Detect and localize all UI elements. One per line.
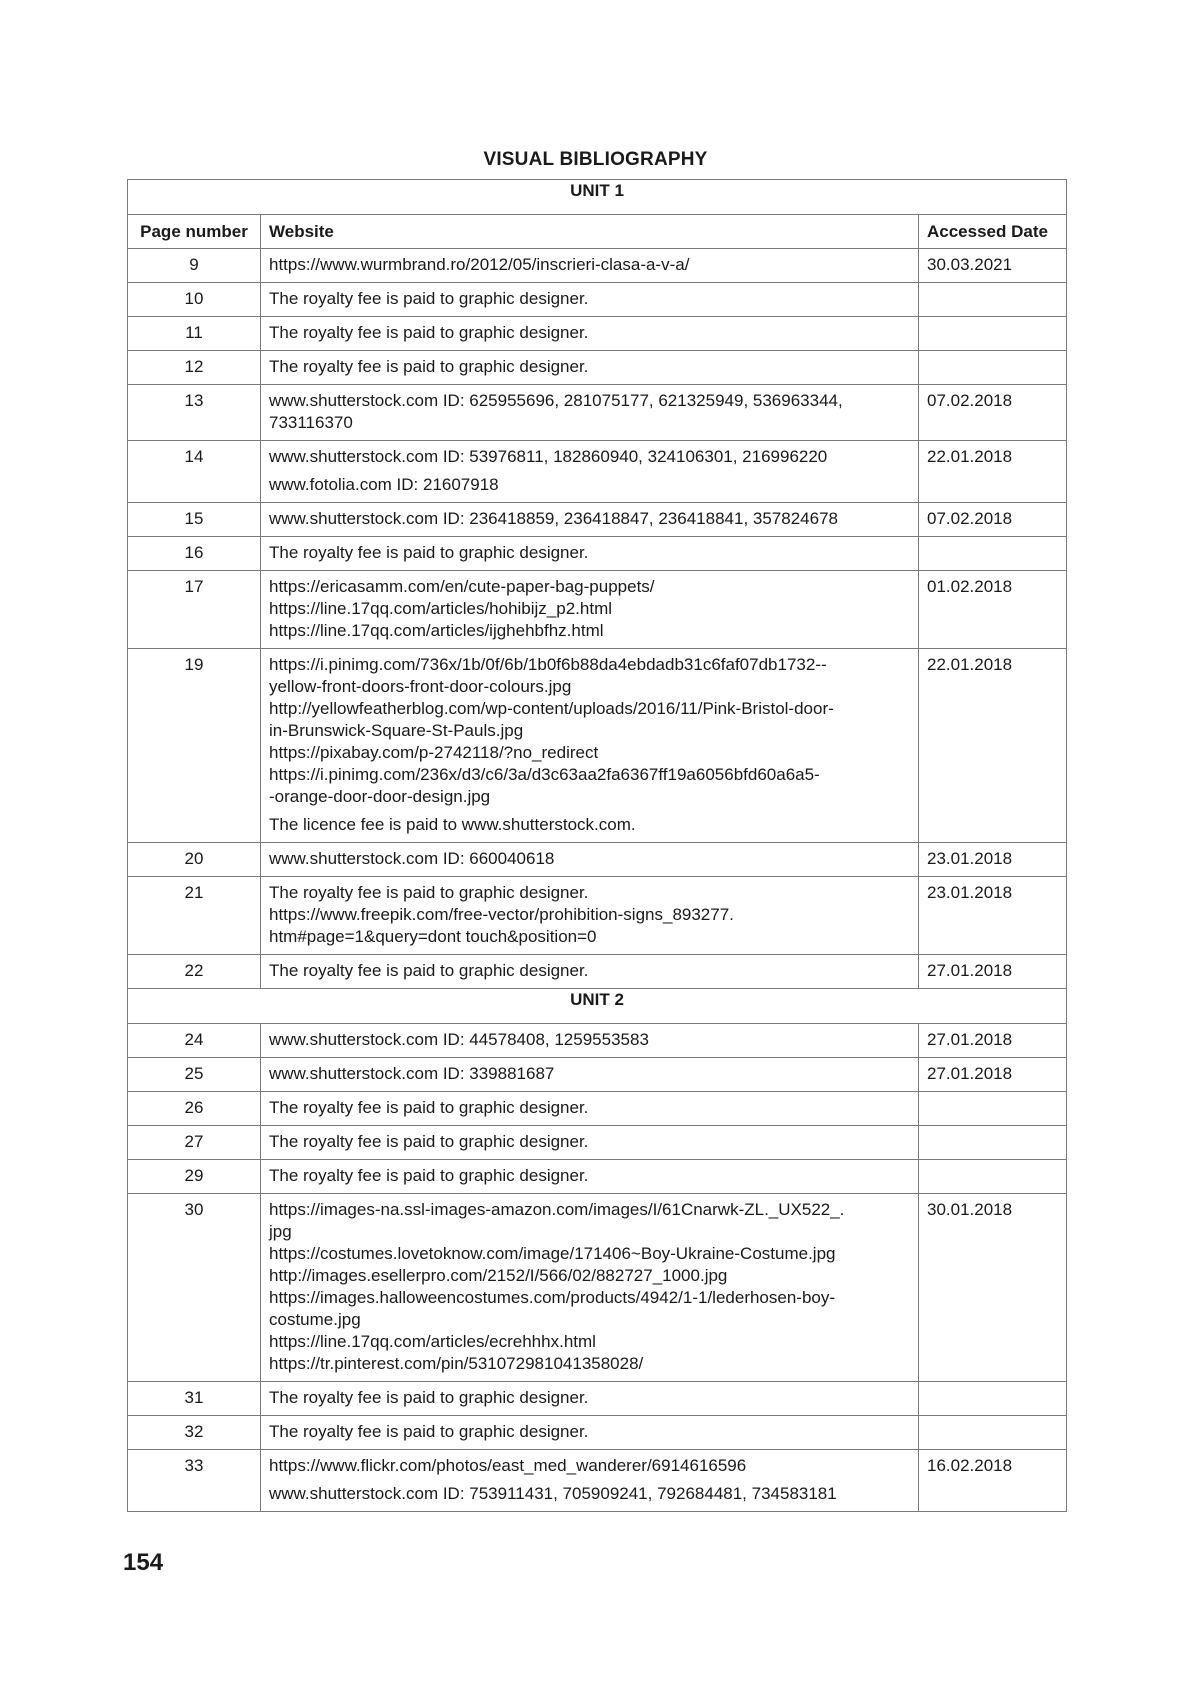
accessed-date-cell: 22.01.2018	[919, 441, 1067, 503]
table-row	[128, 955, 1067, 989]
website-line: The royalty fee is paid to graphic designer.	[269, 961, 589, 980]
page-number-cell: 20	[128, 843, 261, 877]
website-cell	[261, 503, 919, 537]
website-cell	[261, 1126, 919, 1160]
website-line: www.shutterstock.com ID: 236418859, 236418847, 236418841, 357824678	[269, 509, 838, 528]
website-line: http://images.esellerpro.com/2152/I/566/02/882727_1000.jpg	[269, 1266, 728, 1285]
website-line: The royalty fee is paid to graphic designer.	[269, 543, 589, 562]
table-row	[128, 649, 1067, 843]
website-line: yellow-front-doors-front-door-colours.jpg	[269, 677, 572, 696]
page-number-cell: 14	[128, 441, 261, 503]
page-number-cell: 15	[128, 503, 261, 537]
website-cell	[261, 1416, 919, 1450]
bibliography-table-body	[128, 180, 1067, 1512]
unit-header-row	[128, 989, 1067, 1024]
column-header-accessed-date: Accessed Date	[919, 215, 1067, 249]
accessed-date-cell	[919, 283, 1067, 317]
website-line: http://yellowfeatherblog.com/wp-content/uploads/2016/11/Pink-Bristol-door-	[269, 699, 834, 718]
table-row	[128, 283, 1067, 317]
website-line: https://i.pinimg.com/236x/d3/c6/3a/d3c63aa2fa6367ff19a6056bfd60a6a5-	[269, 765, 820, 784]
website-line: -orange-door-door-design.jpg	[269, 787, 491, 806]
website-line: www.shutterstock.com ID: 53976811, 182860940, 324106301, 216996220	[269, 447, 828, 466]
page-number-cell: 26	[128, 1092, 261, 1126]
website-line: https://line.17qq.com/articles/ijghehbfhz.html	[269, 621, 604, 640]
table-row	[128, 317, 1067, 351]
page-number-cell: 25	[128, 1058, 261, 1092]
website-cell	[261, 1194, 919, 1382]
website-line: The royalty fee is paid to graphic designer.	[269, 1388, 589, 1407]
website-cell	[261, 283, 919, 317]
column-header-page-number: Page number	[128, 215, 261, 249]
website-line: htm#page=1&query=dont touch&position=0	[269, 927, 597, 946]
website-cell	[261, 843, 919, 877]
website-cell	[261, 1024, 919, 1058]
website-cell	[261, 1092, 919, 1126]
page-number-cell: 12	[128, 351, 261, 385]
website-line: The royalty fee is paid to graphic designer.	[269, 1422, 589, 1441]
accessed-date-cell: 27.01.2018	[919, 1024, 1067, 1058]
website-line: The royalty fee is paid to graphic designer.	[269, 1166, 589, 1185]
table-row	[128, 1058, 1067, 1092]
website-line: costume.jpg	[269, 1310, 361, 1329]
table-row	[128, 571, 1067, 649]
website-line: https://www.flickr.com/photos/east_med_wanderer/6914616596	[269, 1456, 747, 1475]
table-row	[128, 877, 1067, 955]
page-number-cell: 16	[128, 537, 261, 571]
accessed-date-cell: 16.02.2018	[919, 1450, 1067, 1512]
accessed-date-cell	[919, 1126, 1067, 1160]
website-line: https://line.17qq.com/articles/hohibijz_p2.html	[269, 599, 613, 618]
column-header-row	[128, 215, 1067, 249]
unit-header-row	[128, 180, 1067, 215]
table-row	[128, 503, 1067, 537]
page-number-cell: 24	[128, 1024, 261, 1058]
website-line: https://pixabay.com/p-2742118/?no_redirect	[269, 743, 599, 762]
website-line: jpg	[269, 1222, 292, 1241]
table-row	[128, 1024, 1067, 1058]
website-line: www.fotolia.com ID: 21607918	[269, 475, 499, 494]
accessed-date-cell: 30.01.2018	[919, 1194, 1067, 1382]
website-line: 733116370	[269, 413, 353, 432]
website-line: The royalty fee is paid to graphic designer.	[269, 883, 589, 902]
accessed-date-cell	[919, 537, 1067, 571]
website-cell	[261, 571, 919, 649]
website-cell	[261, 1382, 919, 1416]
website-line: https://images.halloweencostumes.com/products/4942/1-1/lederhosen-boy-	[269, 1288, 836, 1307]
website-line: in-Brunswick-Square-St-Pauls.jpg	[269, 721, 524, 740]
table-row	[128, 843, 1067, 877]
accessed-date-cell	[919, 1160, 1067, 1194]
website-line: www.shutterstock.com ID: 44578408, 1259553583	[269, 1030, 649, 1049]
accessed-date-cell: 30.03.2021	[919, 249, 1067, 283]
table-row	[128, 1126, 1067, 1160]
accessed-date-cell: 23.01.2018	[919, 877, 1067, 955]
page-number-cell: 21	[128, 877, 261, 955]
website-cell	[261, 385, 919, 441]
table-row	[128, 351, 1067, 385]
website-line: https://i.pinimg.com/736x/1b/0f/6b/1b0f6b88da4ebdadb31c6faf07db1732--	[269, 655, 827, 674]
page-number-cell: 33	[128, 1450, 261, 1512]
website-line: https://www.wurmbrand.ro/2012/05/inscrieri-clasa-a-v-a/	[269, 255, 690, 274]
table-row	[128, 537, 1067, 571]
page-number-cell: 17	[128, 571, 261, 649]
website-line: www.shutterstock.com ID: 660040618	[269, 849, 555, 868]
website-line: https://line.17qq.com/articles/ecrehhhx.html	[269, 1332, 596, 1351]
page-title: VISUAL BIBLIOGRAPHY	[483, 149, 708, 170]
website-line: The royalty fee is paid to graphic designer.	[269, 323, 589, 342]
page-number-cell: 10	[128, 283, 261, 317]
accessed-date-cell: 23.01.2018	[919, 843, 1067, 877]
website-line: The royalty fee is paid to graphic designer.	[269, 1132, 589, 1151]
unit-heading: UNIT 2	[128, 989, 1067, 1024]
website-cell	[261, 877, 919, 955]
table-row	[128, 1194, 1067, 1382]
accessed-date-cell: 27.01.2018	[919, 955, 1067, 989]
website-cell	[261, 649, 919, 843]
website-line: The royalty fee is paid to graphic designer.	[269, 289, 589, 308]
accessed-date-cell: 07.02.2018	[919, 385, 1067, 441]
accessed-date-cell	[919, 1382, 1067, 1416]
page-number-cell: 9	[128, 249, 261, 283]
website-cell	[261, 1450, 919, 1512]
accessed-date-cell	[919, 1092, 1067, 1126]
table-row	[128, 441, 1067, 503]
bibliography-table	[127, 179, 1067, 1512]
accessed-date-cell: 22.01.2018	[919, 649, 1067, 843]
website-line: The royalty fee is paid to graphic designer.	[269, 1098, 589, 1117]
table-row	[128, 1092, 1067, 1126]
page-number-cell: 30	[128, 1194, 261, 1382]
table-row	[128, 1416, 1067, 1450]
table-row	[128, 1450, 1067, 1512]
website-line: www.shutterstock.com ID: 753911431, 705909241, 792684481, 734583181	[269, 1484, 837, 1503]
website-cell	[261, 441, 919, 503]
accessed-date-cell	[919, 317, 1067, 351]
accessed-date-cell	[919, 1416, 1067, 1450]
website-cell	[261, 1058, 919, 1092]
accessed-date-cell: 01.02.2018	[919, 571, 1067, 649]
website-cell	[261, 1160, 919, 1194]
page-number-cell: 29	[128, 1160, 261, 1194]
page-number-cell: 13	[128, 385, 261, 441]
website-line: https://ericasamm.com/en/cute-paper-bag-puppets/	[269, 577, 655, 596]
accessed-date-cell: 27.01.2018	[919, 1058, 1067, 1092]
website-cell	[261, 249, 919, 283]
table-row	[128, 385, 1067, 441]
table-row	[128, 1160, 1067, 1194]
page-number: 154	[123, 1549, 164, 1576]
page-number-cell: 27	[128, 1126, 261, 1160]
page-number-cell: 11	[128, 317, 261, 351]
page-number-cell: 32	[128, 1416, 261, 1450]
website-line: https://www.freepik.com/free-vector/prohibition-signs_893277.	[269, 905, 734, 924]
table-row	[128, 249, 1067, 283]
column-header-website: Website	[261, 215, 919, 249]
website-line: The royalty fee is paid to graphic designer.	[269, 357, 589, 376]
website-cell	[261, 955, 919, 989]
accessed-date-cell	[919, 351, 1067, 385]
website-line: https://costumes.lovetoknow.com/image/171406~Boy-Ukraine-Costume.jpg	[269, 1244, 836, 1263]
page-number-cell: 19	[128, 649, 261, 843]
website-line: https://tr.pinterest.com/pin/531072981041358028/	[269, 1354, 644, 1373]
website-line: The licence fee is paid to www.shutterstock.com.	[269, 815, 636, 834]
unit-heading: UNIT 1	[128, 180, 1067, 215]
table-row	[128, 1382, 1067, 1416]
website-cell	[261, 317, 919, 351]
website-line: https://images-na.ssl-images-amazon.com/images/I/61Cnarwk-ZL._UX522_.	[269, 1200, 845, 1219]
website-cell	[261, 537, 919, 571]
website-line: www.shutterstock.com ID: 625955696, 281075177, 621325949, 536963344,	[269, 391, 843, 410]
website-cell	[261, 351, 919, 385]
page-number-cell: 22	[128, 955, 261, 989]
page-number-cell: 31	[128, 1382, 261, 1416]
website-line: www.shutterstock.com ID: 339881687	[269, 1064, 555, 1083]
accessed-date-cell: 07.02.2018	[919, 503, 1067, 537]
